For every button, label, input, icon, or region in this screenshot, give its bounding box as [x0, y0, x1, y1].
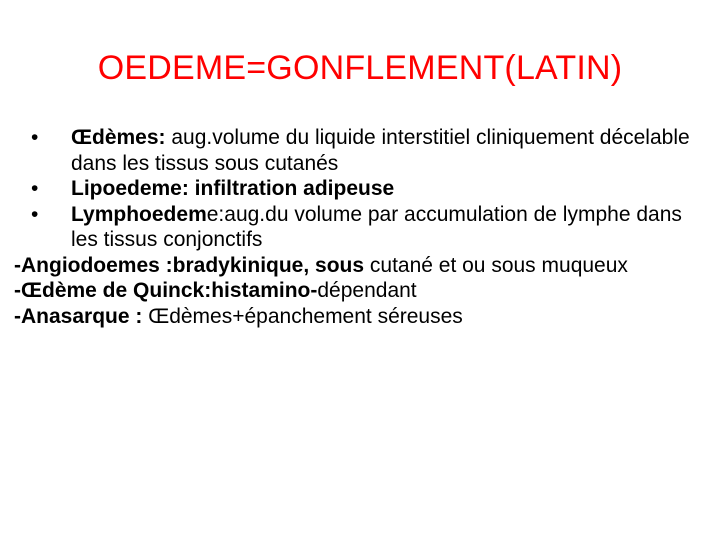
term-lipoedeme: Lipoedeme: infiltration adipeuse	[71, 177, 395, 200]
term-angiodoemes: -Angiodoemes :bradykinique, sous	[14, 253, 365, 277]
slide-title: OEDEME=GONFLEMENT(LATIN)	[97, 49, 623, 87]
definition-oedemes: aug.volume du liquide interstitiel cliniquement décelable dans les tissus sous cutanés	[71, 126, 690, 175]
list-item-quinck	[14, 278, 714, 304]
term-quinck: -Œdème de Quinck:histamino-	[14, 279, 318, 302]
list-item-lipoedeme	[14, 176, 714, 202]
bullet-icon: •	[31, 177, 39, 200]
definition-angiodoemes: cutané et ou sous muqueux	[364, 253, 628, 277]
bullet-icon: •	[31, 126, 39, 149]
term-lymphoedeme: Lymphoedem	[71, 202, 207, 226]
list-item-angiodoemes	[14, 253, 714, 279]
list-item-anasarque	[14, 304, 714, 330]
definition-quinck: dépendant	[317, 279, 417, 302]
definition-lymphoedeme: e:aug.du volume par accumulation de lymphe dans les tissus conjonctifs	[71, 202, 682, 251]
list-item-oedemes	[14, 125, 714, 176]
list-item-lymphoedeme	[14, 202, 714, 253]
term-oedemes: Œdèmes:	[71, 126, 166, 149]
slide-body	[14, 125, 714, 329]
term-anasarque: -Anasarque :	[14, 304, 143, 328]
bullet-icon: •	[31, 202, 39, 226]
definition-anasarque: Œdèmes+épanchement séreuses	[142, 304, 463, 328]
